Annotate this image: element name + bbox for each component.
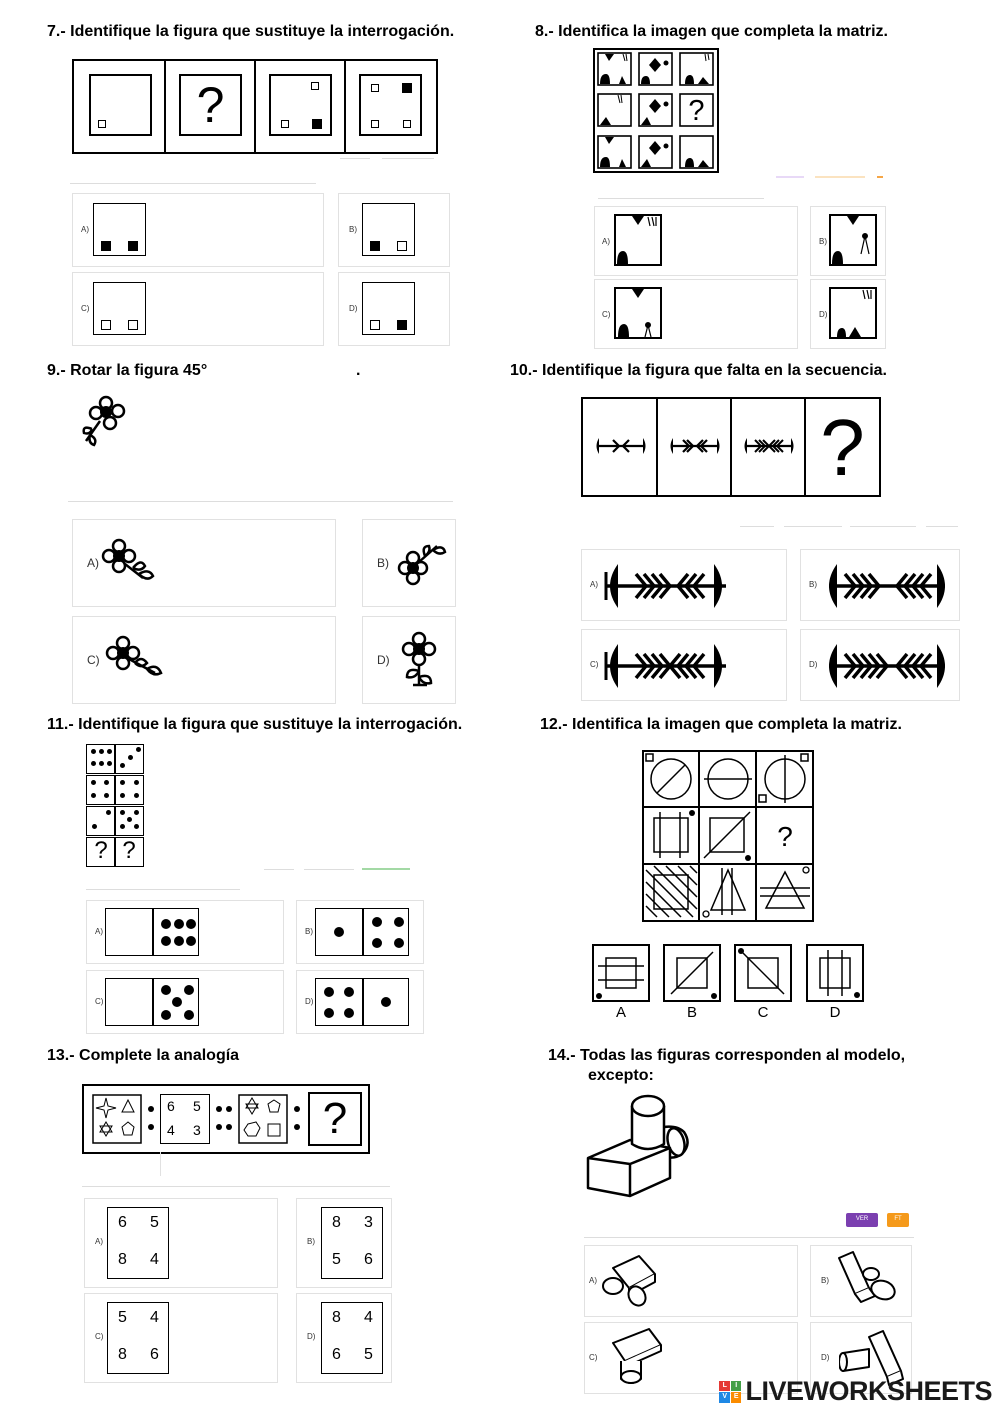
q14-title-line1: 14.- Todas las figuras corresponden al modelo,	[548, 1047, 906, 1064]
q9-option-d[interactable]: D)	[362, 616, 456, 704]
q11-title: 11.- Identifique la figura que sustituye la interrogación.	[47, 716, 463, 733]
q12-title: 12.- Identifica la imagen que completa la matriz.	[540, 716, 902, 733]
q12-label-d: D	[829, 1004, 841, 1021]
q11-option-b[interactable]: B)	[296, 900, 424, 964]
question-mark: ?	[688, 95, 705, 127]
question-mark: ?	[322, 1094, 348, 1143]
q13-option-c[interactable]: C) 5 4 8 6	[84, 1293, 278, 1383]
question-mark: ?	[196, 77, 225, 133]
q14-option-a[interactable]: A)	[584, 1245, 798, 1317]
q12-option-a[interactable]	[592, 944, 650, 1002]
q14-model-figure	[584, 1092, 696, 1200]
question-mark: ?	[122, 837, 136, 864]
q13-option-b[interactable]: B) 8 3 5 6	[296, 1198, 392, 1288]
question-mark: ?	[820, 403, 865, 492]
q11-domino-column	[86, 744, 144, 866]
q8-title: 8.- Identifica la imagen que completa la matriz.	[535, 23, 888, 40]
q7-option-c[interactable]: C)	[72, 272, 324, 346]
logo-text: LIVEWORKSHEETS	[745, 1376, 992, 1406]
q10-sequence	[581, 397, 881, 497]
q14-title-line2: excepto:	[588, 1067, 654, 1084]
q12-matrix	[642, 750, 814, 922]
q12-label-c: C	[757, 1004, 769, 1021]
q10-option-d[interactable]: D)	[800, 629, 960, 701]
q9-option-b[interactable]: B)	[362, 519, 456, 607]
q10-option-c[interactable]: C)	[581, 629, 787, 701]
q10-option-a[interactable]: A)	[581, 549, 787, 621]
q14-option-d[interactable]: D)	[810, 1322, 912, 1394]
q8-option-a[interactable]: A)	[594, 206, 798, 276]
q8-option-b[interactable]: B)	[810, 206, 886, 276]
q14-option-b[interactable]: B)	[810, 1245, 912, 1317]
liveworksheets-logo	[719, 1376, 992, 1407]
q9-title: 9.- Rotar la figura 45°	[47, 362, 208, 379]
q12-label-b: B	[686, 1004, 697, 1021]
q11-option-c[interactable]: C)	[86, 970, 284, 1034]
q10-option-b[interactable]: B)	[800, 549, 960, 621]
q13-option-a[interactable]: A) 6 5 8 4	[84, 1198, 278, 1288]
q9-option-a[interactable]: A)	[72, 519, 336, 607]
q10-title: 10.- Identifique la figura que falta en la secuencia.	[510, 362, 887, 379]
q9-flower-model	[78, 395, 126, 451]
q7-option-d[interactable]: D)	[338, 272, 450, 346]
q11-option-d[interactable]: D)	[296, 970, 424, 1034]
q12-label-a: A	[615, 1004, 626, 1021]
q8-matrix	[593, 48, 719, 173]
q7-option-b[interactable]: B)	[338, 193, 450, 267]
q8-option-d[interactable]: D)	[810, 279, 886, 349]
q7-option-a[interactable]: A)	[72, 193, 324, 267]
q12-option-c[interactable]	[734, 944, 792, 1002]
q13-title: 13.- Complete la analogía	[47, 1047, 240, 1064]
question-mark: ?	[94, 837, 108, 864]
q11-option-a[interactable]: A)	[86, 900, 284, 964]
q9-option-c[interactable]: C)	[72, 616, 336, 704]
ft-button[interactable]: FT	[887, 1213, 909, 1227]
q13-option-d[interactable]: D) 8 4 6 5	[296, 1293, 392, 1383]
q12-option-d[interactable]	[806, 944, 864, 1002]
q8-option-c[interactable]: C)	[594, 279, 798, 349]
q9-dot: .	[356, 362, 361, 379]
logo-badge-icon: L I V E	[719, 1381, 741, 1403]
q7-title: 7.- Identifique la figura que sustituye la interrogación.	[47, 23, 455, 40]
q13-analogy: 6 5 4 3 ?	[82, 1084, 370, 1154]
q7-sequence	[72, 59, 438, 154]
q14-option-c[interactable]: C)	[584, 1322, 798, 1394]
question-mark: ?	[777, 821, 793, 852]
q12-option-b[interactable]	[663, 944, 721, 1002]
ver-button[interactable]: VER	[846, 1213, 878, 1227]
